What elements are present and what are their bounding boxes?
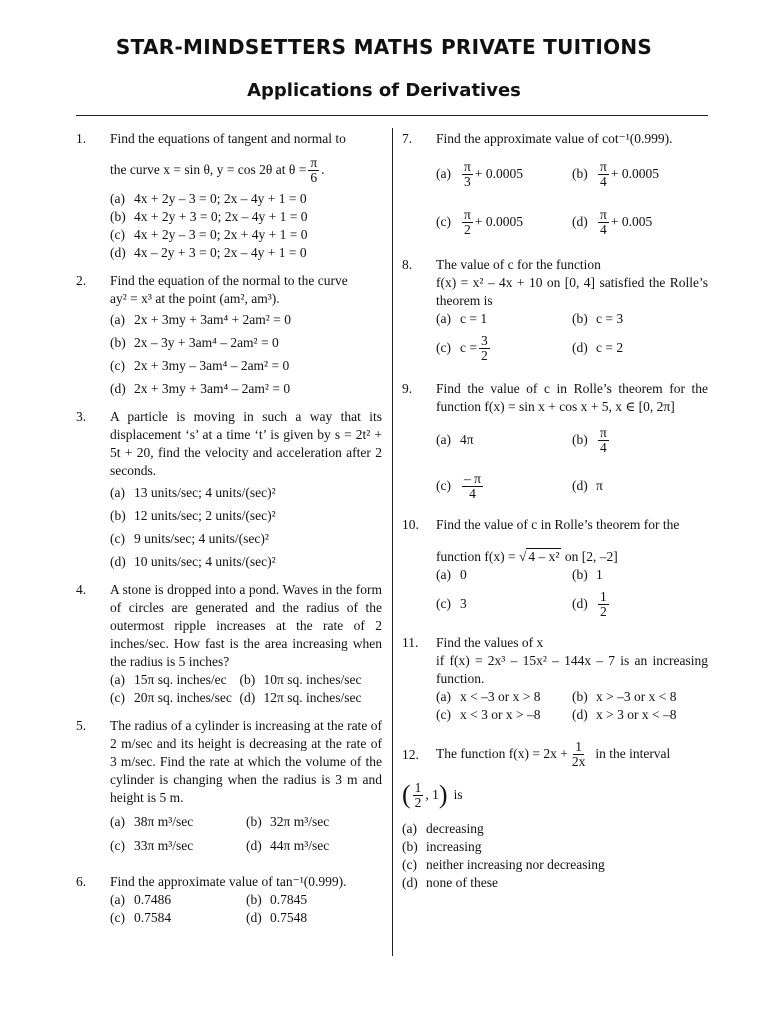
- question-3: [76, 408, 382, 571]
- left-column: [76, 130, 382, 937]
- question-8: [402, 256, 708, 368]
- question-stem-cont: f(x) = x² – 4x + 10 on [0, 4] satisfied the Rolle’s theorem is: [436, 275, 708, 308]
- question-1: 1. Find the equations of tangent and normal to the curve x = sin θ, y = cos 2θ at θ = $\frac{\pi}{6}$ . (a) 4x + 2y – 3 = 0; 2x – 4y + 1 = 0 (b) 4x + 2y + 3 = 0; 2x – 4y + 1 = 0 (c) 4x + 2y – 3 = 0; 2x + 4y + 1 = 0 (d) 4x – 2y + 3 = 0; 2x – 4y + 1 = 0: [76, 130, 382, 262]
- option-c: (c) 4x + 2y – 3 = 0; 2x + 4y + 1 = 0: [110, 227, 308, 242]
- question-number: 8.: [402, 257, 413, 272]
- question-number: 4.: [76, 582, 87, 597]
- question-6: [76, 873, 382, 927]
- question-number: 7.: [402, 131, 413, 146]
- option-d: (d) π: [572, 478, 603, 493]
- option-d: (d) $\frac{\pi}{4}$ + 0.005: [572, 206, 653, 237]
- option-b: (b) x > –3 or x < 8: [572, 689, 677, 704]
- option-c: (c) 9 units/sec; 4 units/(sec)²: [110, 531, 269, 546]
- option-b: (b) 0.7845: [246, 892, 308, 907]
- question-11: [402, 634, 708, 724]
- option-d: (d) c = 2: [572, 340, 624, 355]
- question-stem: Find the value of c in Rolle’s theorem for the: [436, 517, 680, 532]
- question-9: [402, 380, 708, 506]
- question-10: 10. Find the value of c in Rolle’s theorem for the function f(x) = √ 4 – x² on [2, –2] (a) 0 (b) 1 (c) 3 (d) $\frac{1}{2}$: [402, 516, 708, 624]
- organization-title: STAR-MINDSETTERS MATHS PRIVATE TUITIONS: [115, 35, 653, 59]
- option-a: (a) 13 units/sec; 4 units/(sec)²: [110, 485, 276, 500]
- option-c: (c) $\frac{- \pi}{4}$: [436, 470, 481, 501]
- option-b: (b) 12 units/sec; 2 units/(sec)²: [110, 508, 276, 523]
- chapter-title: Applications of Derivatives: [247, 80, 521, 101]
- question-stem: Find the equations of tangent and normal to: [110, 131, 346, 146]
- option-b: (b) 4x + 2y + 3 = 0; 2x – 4y + 1 = 0: [110, 209, 308, 224]
- option-d: (d) 12π sq. inches/sec: [239, 690, 362, 705]
- option-a: (a) $\frac{\pi}{3}$ + 0.0005: [436, 158, 523, 189]
- question-stem: A particle is moving in such a way that its displacement ‘s’ at a time ‘t’ is given by s = 2t² + 5t + 20, find the velocity and acceleration after 2 seconds.: [110, 409, 382, 478]
- option-a: (a) 15π sq. inches/ec: [110, 672, 227, 687]
- question-stem: The function f(x) = 2x +: [436, 746, 568, 761]
- option-d: (d) 44π m³/sec: [246, 838, 330, 853]
- question-number: 9.: [402, 381, 413, 396]
- option-d: (d) 0.7548: [246, 910, 308, 925]
- question-stem: The value of c for the function: [436, 257, 601, 272]
- question-number: 10.: [402, 517, 419, 532]
- fraction: $\frac{\pi}{6}$: [310, 154, 318, 185]
- option-c: (c) 20π sq. inches/sec: [110, 690, 232, 705]
- option-a: (a) 0.7486: [110, 892, 172, 907]
- question-stem-cont: if f(x) = 2x³ – 15x² – 144x – 7 is an increasing function.: [436, 653, 708, 686]
- interval-fraction: $\frac{1}{2}$: [414, 779, 422, 810]
- option-c: (c) 33π m³/sec: [110, 838, 194, 853]
- option-a: (a) c = 1: [436, 311, 488, 326]
- fraction: $\frac{1}{2x}$: [571, 738, 586, 769]
- option-a: (a) 4π: [436, 432, 474, 447]
- option-a: (a) x < –3 or x > 8: [436, 689, 541, 704]
- option-c: (c) $\frac{\pi}{2}$ + 0.0005: [436, 206, 523, 237]
- option-d: (d) 2x + 3my + 3am⁴ – 2am² = 0: [110, 381, 291, 396]
- question-number: 3.: [76, 409, 87, 424]
- page-header: [0, 35, 768, 101]
- option-c: (c) 3: [436, 596, 467, 611]
- question-number: 6.: [76, 874, 87, 889]
- option-d: (d) none of these: [402, 875, 498, 890]
- question-5: [76, 717, 382, 855]
- question-number: 12.: [402, 747, 419, 762]
- option-d: (d) x > 3 or x < –8: [572, 707, 677, 722]
- question-stem: The radius of a cylinder is increasing at the rate of 2 m/sec and its height is decreasing at the rate of 3 m/sec. Find the rate at which the volume of the cylinder is changing when the radius is 3 m and height is 5 m.: [110, 718, 382, 805]
- option-c: (c) c = $\frac{3}{2}$: [436, 332, 488, 363]
- question-stem-cont: function f(x) =: [436, 549, 516, 564]
- question-12: 12. The function f(x) = 2x + $\frac{1}{2x}$ in the interval ( $\frac{1}{2}$ , 1 ) is (a) decreasing (b) increasing (c) neither increasing nor decreasing (d) none of these: [402, 734, 708, 892]
- header-rule: [76, 115, 708, 116]
- option-b: (b) c = 3: [572, 311, 624, 326]
- option-a: (a) 2x + 3my + 3am⁴ + 2am² = 0: [110, 312, 291, 327]
- option-c: (c) neither increasing nor decreasing: [402, 857, 605, 872]
- option-b: (b) 10π sq. inches/sec: [239, 672, 362, 687]
- question-number: 1.: [76, 131, 87, 146]
- option-a: (a) 0: [436, 567, 467, 582]
- question-4: [76, 581, 382, 707]
- option-b: (b) $\frac{\pi}{4}$: [572, 424, 607, 455]
- question-stem: Find the value of c in Rolle’s theorem for the function f(x) = sin x + cos x + 5, x ∈ [0, 2π]: [436, 381, 708, 414]
- option-b: (b) increasing: [402, 839, 482, 854]
- question-number: 2.: [76, 273, 87, 288]
- option-a: (a) decreasing: [402, 821, 484, 836]
- question-number: 5.: [76, 718, 87, 733]
- option-d: (d) 10 units/sec; 4 units/(sec)²: [110, 554, 276, 569]
- option-b: (b) 2x – 3y + 3am⁴ – 2am² = 0: [110, 335, 279, 350]
- question-stem: A stone is dropped into a pond. Waves in the form of circles are generated and the radius of the outermost ripple increases at the rate of 2 inches/sec. How fast is the area increasing when the radius is 5 inches?: [110, 582, 382, 669]
- question-stem: Find the approximate value of tan⁻¹(0.999).: [110, 874, 347, 889]
- option-d: (d) $\frac{1}{2}$: [572, 588, 607, 619]
- question-stem: Find the equation of the normal to the curve: [110, 273, 348, 288]
- column-divider: [392, 128, 393, 956]
- question-stem: Find the approximate value of cot⁻¹(0.999).: [436, 131, 673, 146]
- question-stem: Find the values of x: [436, 635, 544, 650]
- question-stem-cont: ay² = x³ at the point (am², am³).: [110, 291, 280, 306]
- option-b: (b) $\frac{\pi}{4}$ + 0.0005: [572, 158, 659, 189]
- option-c: (c) 2x + 3my – 3am⁴ – 2am² = 0: [110, 358, 290, 373]
- question-7: [402, 130, 708, 242]
- option-c: (c) 0.7584: [110, 910, 172, 925]
- right-column: [402, 130, 708, 902]
- option-a: (a) 4x + 2y – 3 = 0; 2x – 4y + 1 = 0: [110, 191, 307, 206]
- sqrt-expression: √ 4 – x²: [518, 549, 560, 564]
- option-d: (d) 4x – 2y + 3 = 0; 2x – 4y + 1 = 0: [110, 245, 307, 260]
- question-stem-cont: the curve x = sin θ, y = cos 2θ at θ =: [110, 162, 307, 177]
- question-number: 11.: [402, 635, 419, 650]
- option-a: (a) 38π m³/sec: [110, 814, 194, 829]
- question-2: [76, 272, 382, 398]
- option-b: (b) 32π m³/sec: [246, 814, 330, 829]
- option-c: (c) x < 3 or x > –8: [436, 707, 541, 722]
- option-b: (b) 1: [572, 567, 603, 582]
